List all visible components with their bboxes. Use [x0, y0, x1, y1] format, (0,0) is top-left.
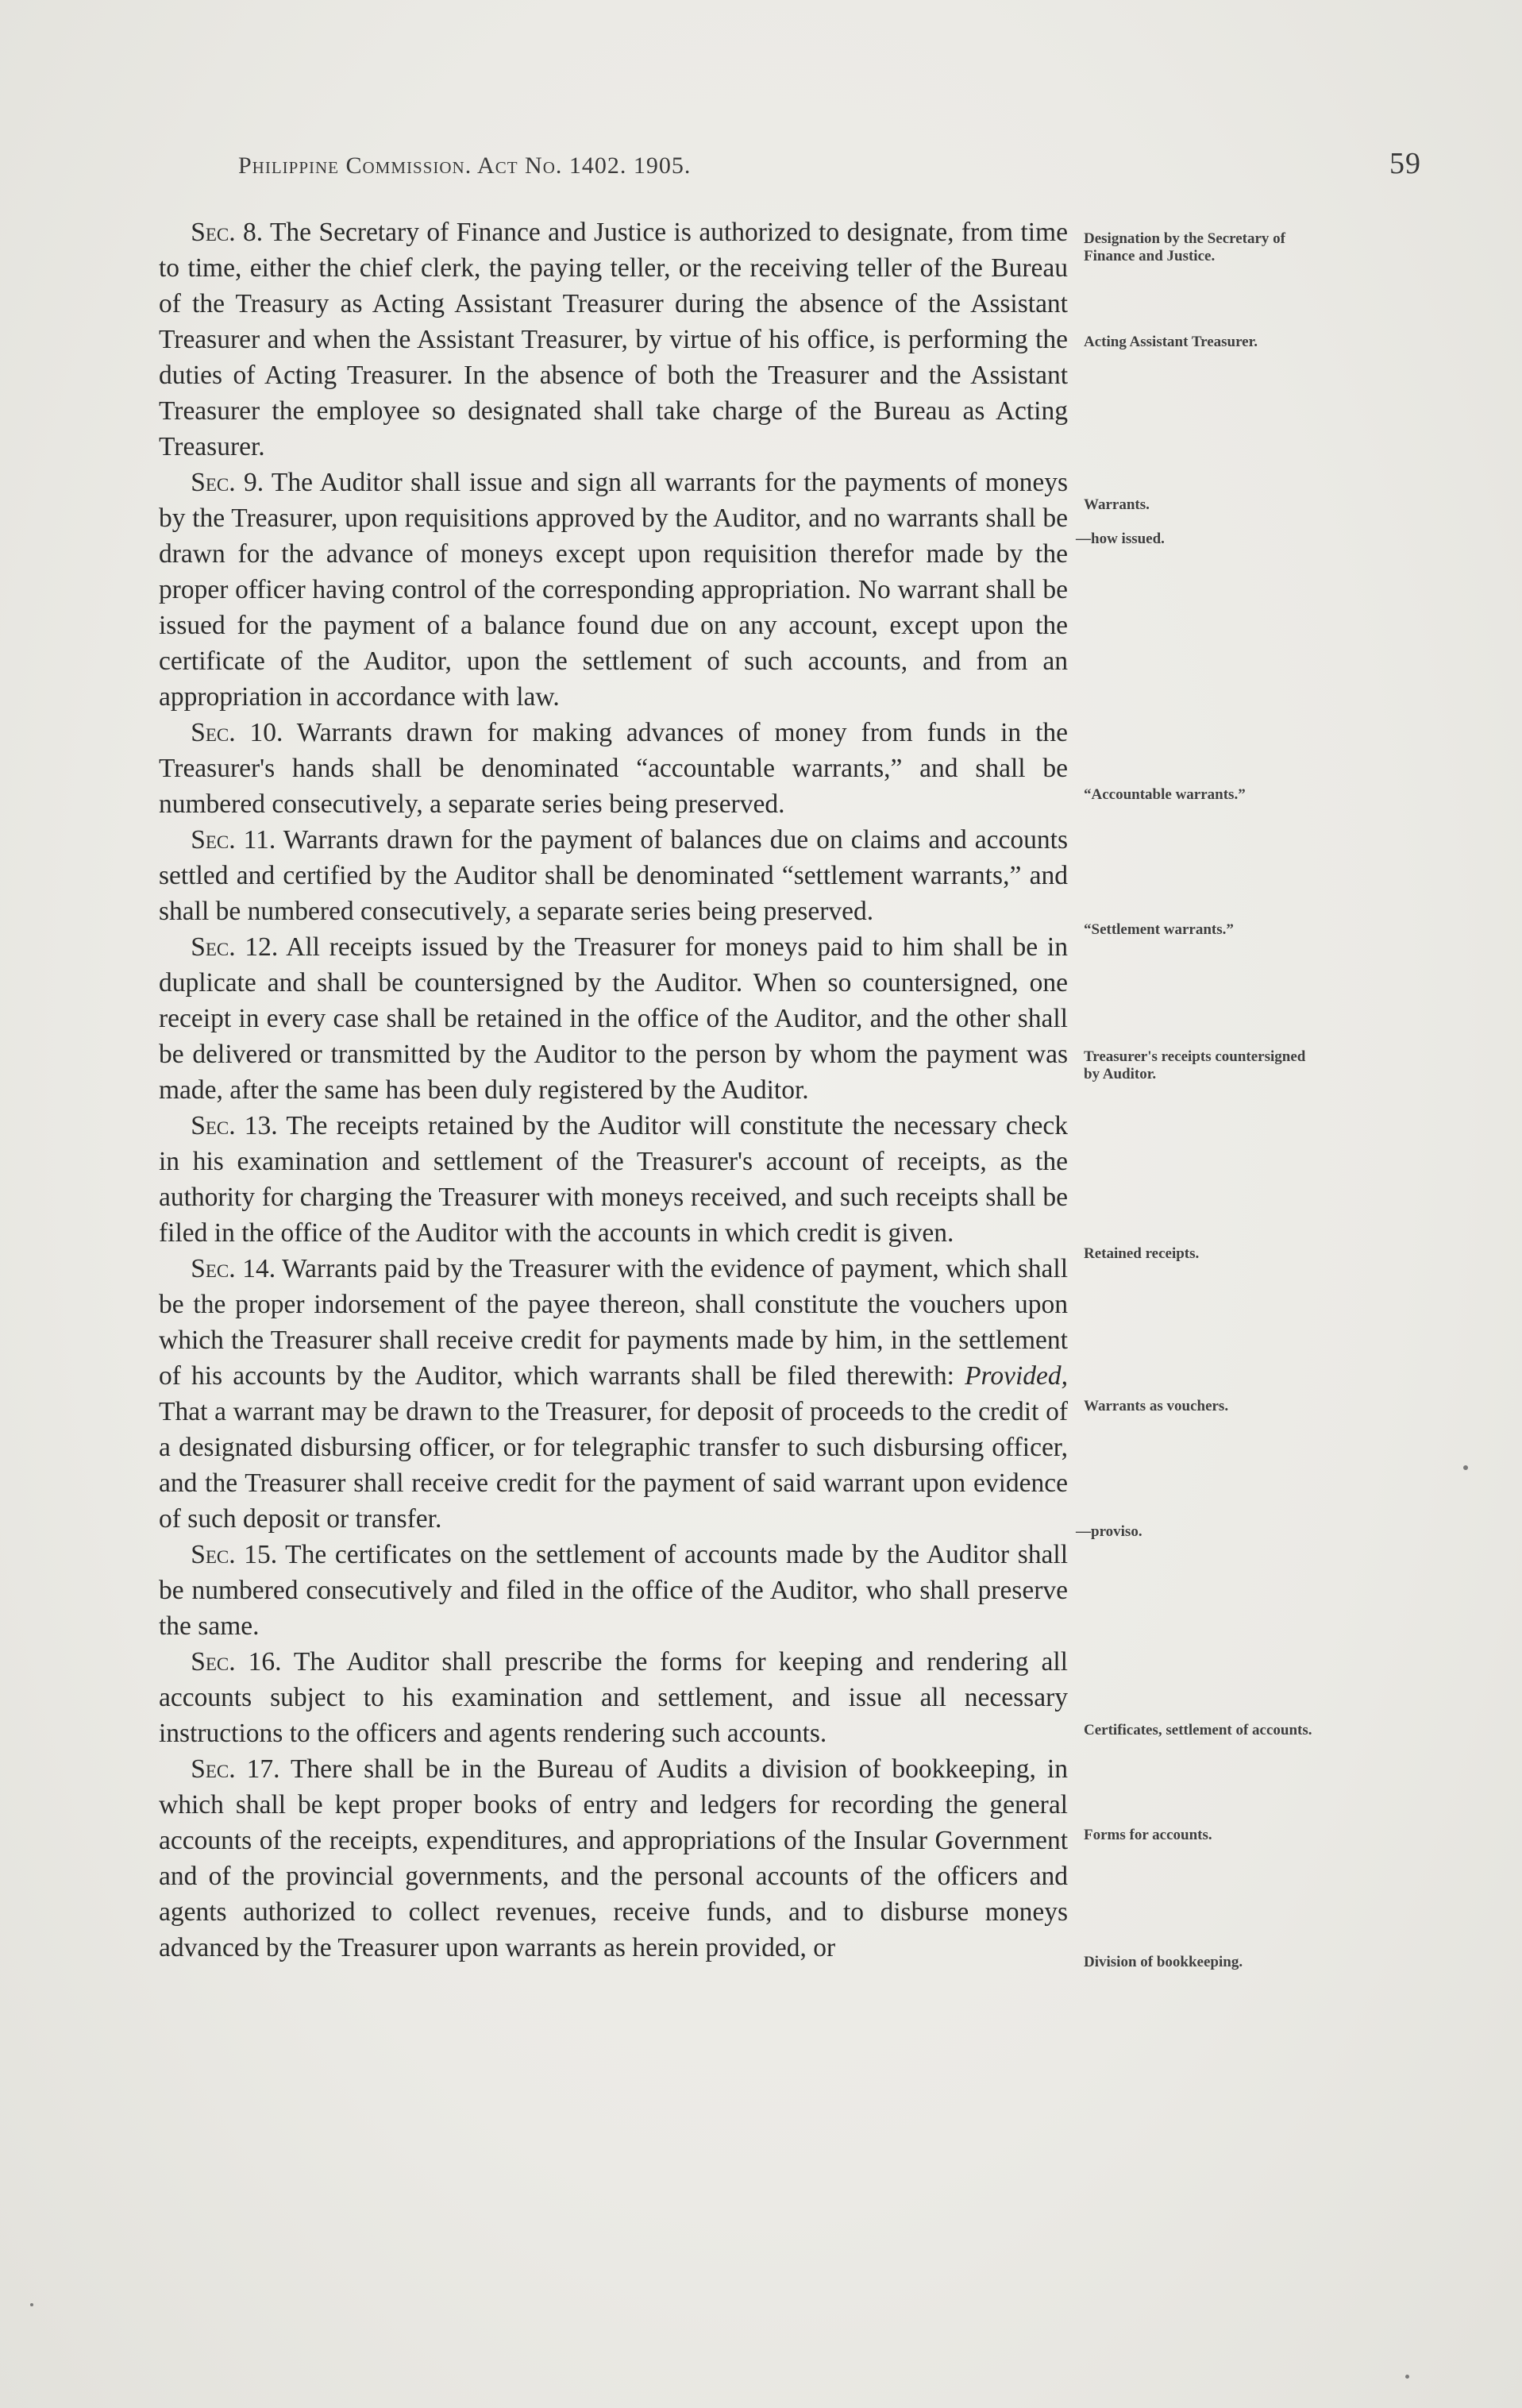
margin-note: Warrants.: [1084, 496, 1150, 513]
section-label: Sec. 14.: [191, 1254, 276, 1283]
section-text: The Auditor shall prescribe the forms for keeping and rendering all accounts subject to his examination and settlement, and issue all necessary instructions to the officers and agents rendering such accounts.: [159, 1647, 1068, 1748]
margin-note: Acting Assistant Treasurer.: [1084, 334, 1258, 350]
proviso-word: Provided,: [965, 1361, 1069, 1391]
section-text: The certificates on the settlement of accounts made by the Auditor shall be numbered consecutively and filed in the office of the Auditor, who shall preserve the same.: [159, 1540, 1069, 1641]
section-14: [159, 1251, 1068, 1537]
section-label: Sec. 9.: [191, 468, 264, 497]
section-label: Sec. 12.: [191, 932, 279, 962]
section-11: [159, 822, 1068, 929]
margin-note: Retained receipts.: [1084, 1245, 1200, 1262]
section-text: Warrants paid by the Treasurer with the evidence of payment, which shall be the proper indorsement of the payee thereon, shall constitute the vouchers upon which the Treasurer shall receive credit for payments made by him, in the settlement of his accounts by the Auditor, which warrants shall be filed therewith:: [159, 1254, 1068, 1391]
section-text: Warrants drawn for the payment of balances due on claims and accounts settled and certified by the Auditor shall be denominated “settlement warrants,” and shall be numbered consecutively, a separate series being preserved.: [159, 825, 1068, 926]
section-text: There shall be in the Bureau of Audits a division of bookkeeping, in which shall be kept proper books of entry and ledgers for recording the general accounts of the receipts, expenditures, and appropriations of the Insular Government and of the provincial governments, and the personal accounts of the officers and agents authorized to collect revenues, receive funds, and to disburse moneys advanced by the Treasurer upon warrants as herein provided, or: [159, 1754, 1068, 1962]
section-17: [159, 1751, 1068, 1966]
margin-note: “Settlement warrants.”: [1084, 921, 1234, 938]
section-label: Sec. 8.: [191, 218, 264, 247]
paper-speck: [1405, 2375, 1409, 2379]
margin-note: Treasurer's receipts countersigned by Auditor.: [1084, 1048, 1306, 1082]
running-header: [238, 141, 1421, 189]
section-text: The receipts retained by the Auditor will constitute the necessary check in his examination and settlement of the Treasurer's account of receipts, as the authority for charging the Treasurer with moneys received, and such receipts shall be filed in the office of the Auditor with the accounts in which credit is given.: [159, 1111, 1068, 1248]
section-label: Sec. 10.: [191, 718, 283, 747]
margin-note: —proviso.: [1076, 1523, 1142, 1540]
section-13: [159, 1108, 1068, 1251]
margin-note: “Accountable warrants.”: [1084, 786, 1246, 803]
margin-note: Forms for accounts.: [1084, 1827, 1212, 1843]
section-10: [159, 715, 1068, 822]
section-label: Sec. 17.: [191, 1754, 280, 1784]
section-text: Warrants drawn for making advances of money from funds in the Treasurer's hands shall be denominated “accountable warrants,” and shall be numbered consecutively, a separate series being preserved.: [159, 718, 1069, 819]
section-9: [159, 465, 1068, 715]
margin-note: Warrants as vouchers.: [1084, 1398, 1229, 1414]
margin-note: Designation by the Secretary of Finance and Justice.: [1084, 230, 1286, 264]
section-15: [159, 1537, 1068, 1644]
margin-note: Certificates, settlement of accounts.: [1084, 1722, 1312, 1738]
section-label: Sec. 13.: [191, 1111, 278, 1140]
paper-speck: [30, 2303, 33, 2306]
body-text: [159, 214, 1068, 1966]
section-text: The Secretary of Finance and Justice is authorized to designate, from time to time, either the chief clerk, the paying teller, or the receiving teller of the Bureau of the Treasury as Acting Assistant Treasurer during the absence of the Assistant Treasurer and when the Assistant Treasurer, by virtue of his office, is performing the duties of Acting Treasurer. In the absence of both the Treasurer and the Assistant Treasurer the employee so designated shall take charge of the Bureau as Acting Treasurer.: [159, 218, 1068, 461]
section-text: That a warrant may be drawn to the Treasurer, for deposit of proceeds to the credit of a designated disbursing officer, or for telegraphic transfer to such disbursing officer, and the Treasurer shall receive credit for the payment of said warrant upon evidence of such deposit or transfer.: [159, 1397, 1068, 1534]
section-8: [159, 214, 1068, 465]
section-12: [159, 929, 1068, 1108]
section-16: [159, 1644, 1068, 1751]
paper-speck: [1463, 1465, 1468, 1470]
margin-note: Division of bookkeeping.: [1084, 1954, 1243, 1970]
header-title: Philippine Commission. Act No. 1402. 1905.: [238, 152, 692, 179]
section-label: Sec. 11.: [191, 825, 276, 855]
page-number: 59: [1389, 147, 1421, 180]
margin-note: —how issued.: [1076, 531, 1165, 547]
section-text: All receipts issued by the Treasurer for moneys paid to him shall be in duplicate and shall be countersigned by the Auditor. When so countersigned, one receipt in every case shall be retained in the office of the Auditor, and the other shall be delivered or transmitted by the Auditor to the person by whom the payment was made, after the same has been duly registered by the Auditor.: [159, 932, 1068, 1105]
section-text: The Auditor shall issue and sign all warrants for the payments of moneys by the Treasurer, upon requisitions approved by the Auditor, and no warrants shall be drawn for the advance of moneys except upon requisition therefor made by the proper officer having control of the corresponding appropriation. No warrant shall be issued for the payment of a balance found due on any account, except upon the certificate of the Auditor, upon the settlement of such accounts, and from an appropriation in accordance with law.: [159, 468, 1068, 712]
section-label: Sec. 16.: [191, 1647, 282, 1677]
section-label: Sec. 15.: [191, 1540, 278, 1569]
